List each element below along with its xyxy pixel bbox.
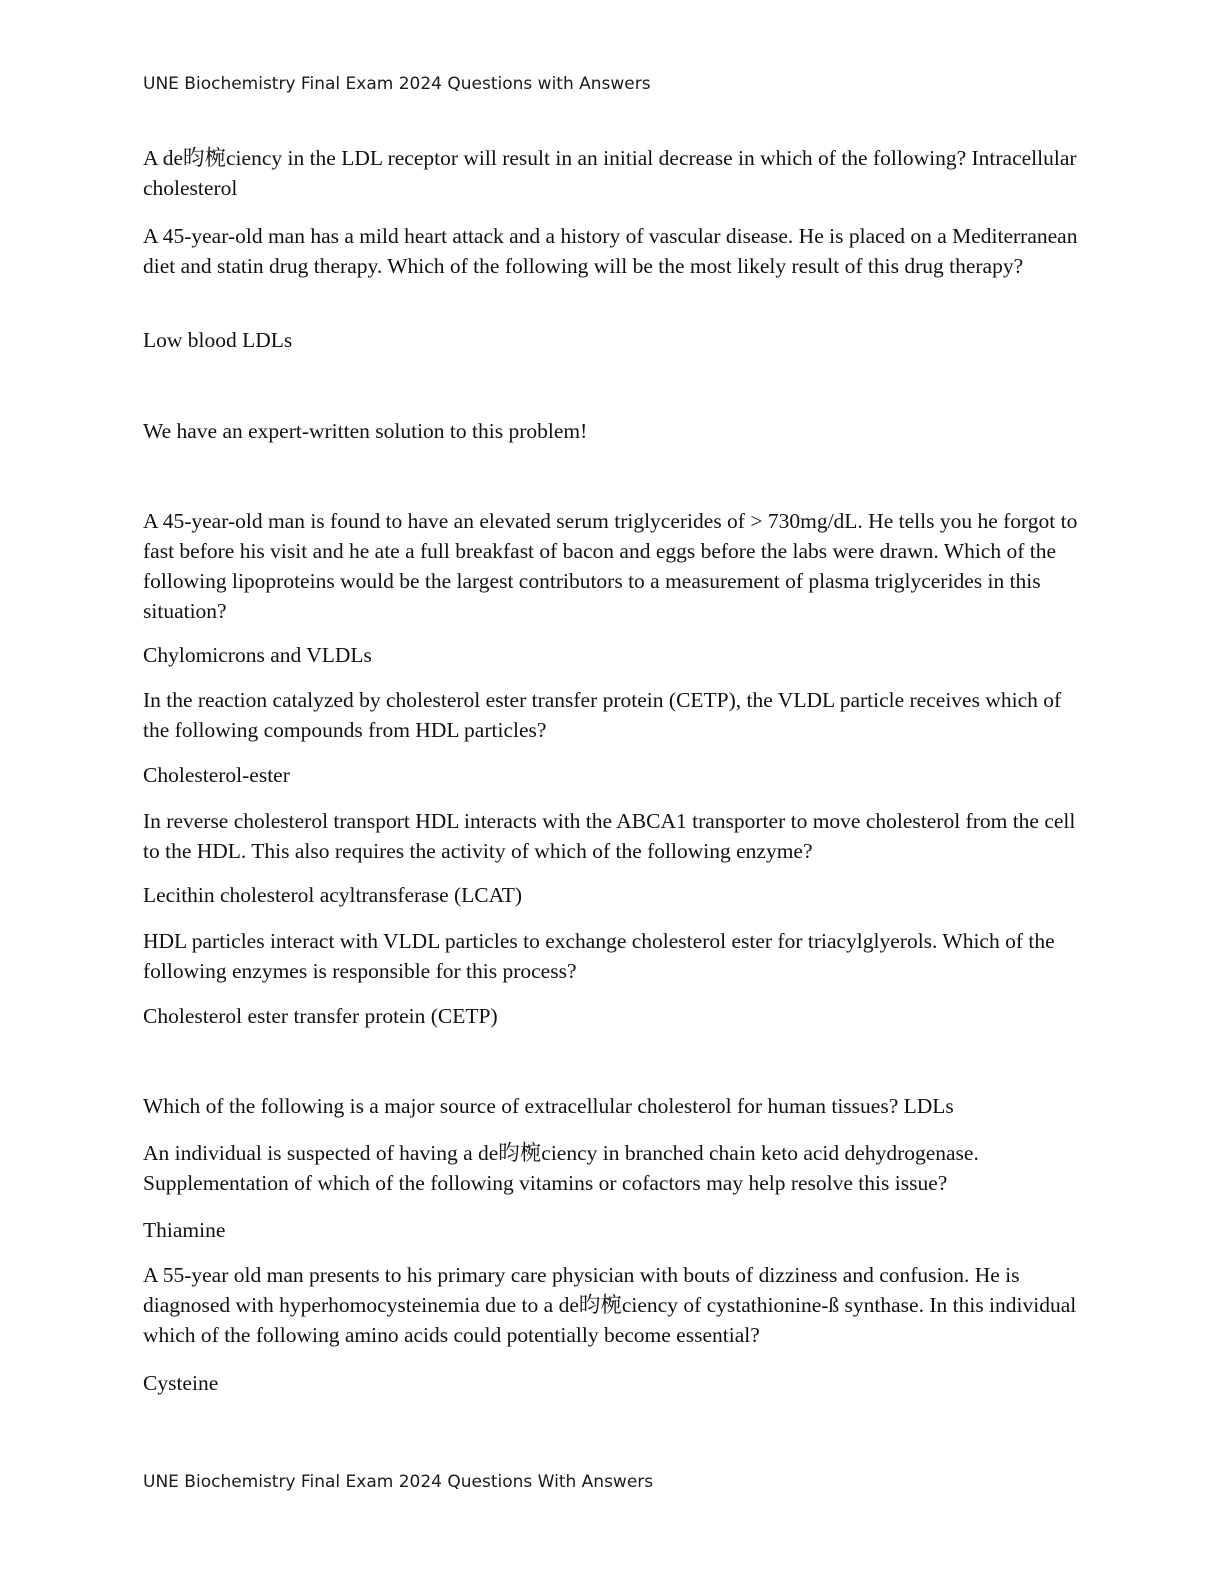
- question-statin-therapy: A 45-year-old man has a mild heart attack and a history of vascular disease. He is placed on a Mediterranean diet and statin drug therapy. Which of the following will be the most likely result of this drug therapy?: [143, 224, 1078, 278]
- answer-hdl-vldl-exchange: Cholesterol ester transfer protein (CETP): [143, 1004, 498, 1028]
- question-reverse-transport: In reverse cholesterol transport HDL interacts with the ABCA1 transporter to move cholesterol from the cell to the HDL. This also requires the activity of which of the following enzyme?: [143, 809, 1076, 863]
- question-cetp-vldl: In the reaction catalyzed by cholesterol ester transfer protein (CETP), the VLDL particle receives which of the following compounds from HDL particles?: [143, 688, 1062, 742]
- expert-solution-note: We have an expert-written solution to this problem!: [143, 419, 588, 443]
- page-header: UNE Biochemistry Final Exam 2024 Questions with Answers: [143, 74, 651, 94]
- question-hyperhomocysteinemia: A 55-year old man presents to his primary care physician with bouts of dizziness and confusion. He is diagnosed with hyperhomocysteinemia due to a de昀椀ciency of cystathionine-ß synthase. In this individual which of the following amino acids could potentially become essential?: [143, 1263, 1077, 1347]
- page-footer: UNE Biochemistry Final Exam 2024 Questions With Answers: [143, 1472, 654, 1492]
- answer-triglycerides: Chylomicrons and VLDLs: [143, 643, 372, 667]
- question-hdl-vldl-exchange: HDL particles interact with VLDL particles to exchange cholesterol ester for triacylglyerols. Which of the following enzymes is responsible for this process?: [143, 929, 1055, 983]
- answer-reverse-transport: Lecithin cholesterol acyltransferase (LCAT): [143, 883, 523, 907]
- question-triglycerides: A 45-year-old man is found to have an elevated serum triglycerides of > 730mg/dL. He tells you he forgot to fast before his visit and he ate a full breakfast of bacon and eggs before the labs were drawn. Which of the following lipoproteins would be the largest contributors to a measurement of plasma triglycerides in this situation?: [143, 509, 1078, 623]
- question-extracellular-cholesterol: Which of the following is a major source of extracellular cholesterol for human tissues? LDLs: [143, 1094, 954, 1118]
- question-ldl-receptor: A de昀椀ciency in the LDL receptor will result in an initial decrease in which of the following? Intracellular cholesterol: [143, 146, 1077, 200]
- answer-statin-therapy: Low blood LDLs: [143, 328, 293, 352]
- question-bckdh-deficiency: An individual is suspected of having a de昀椀ciency in branched chain keto acid dehydrogenase. Supplementation of which of the following vitamins or cofactors may help resolve this issue?: [143, 1141, 979, 1195]
- answer-cetp-vldl: Cholesterol-ester: [143, 763, 290, 787]
- answer-hyperhomocysteinemia: Cysteine: [143, 1371, 219, 1395]
- answer-bckdh-deficiency: Thiamine: [143, 1218, 226, 1242]
